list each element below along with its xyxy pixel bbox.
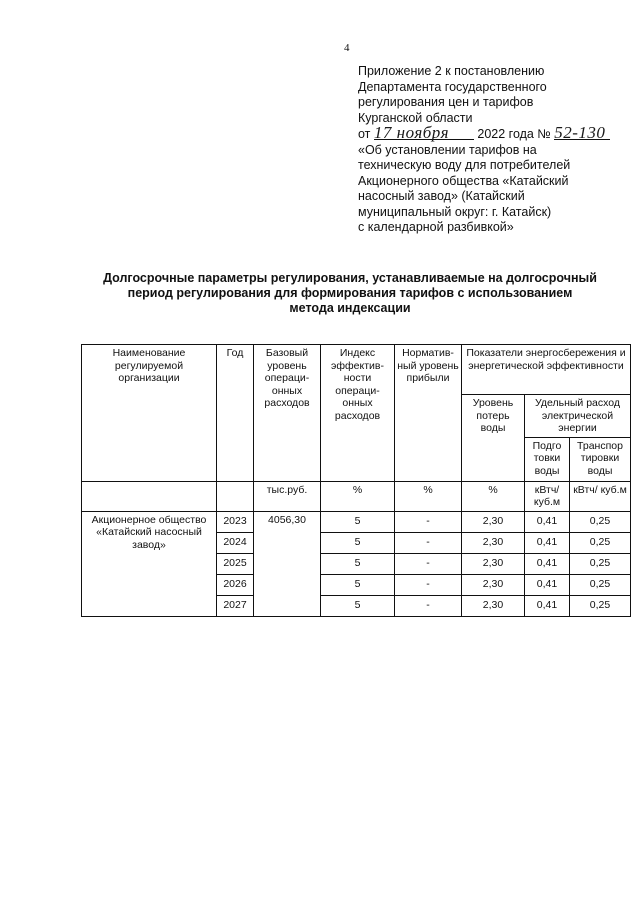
year-text: 2022 года №	[477, 127, 551, 141]
header-year: Год	[217, 345, 254, 482]
loss-cell: 2,30	[462, 574, 525, 595]
appendix-subject-line: «Об установлении тарифов на	[358, 142, 537, 157]
unit-base: тыс.руб.	[254, 481, 321, 511]
header-loss: Уровень потерь воды	[462, 395, 525, 482]
index-cell: 5	[321, 553, 395, 574]
index-cell: 5	[321, 574, 395, 595]
document-title	[60, 271, 640, 316]
unit-loss: %	[462, 481, 525, 511]
appendix-subject-line: техническую воду для потребителей	[358, 158, 571, 172]
title-line: метода индексации	[289, 301, 411, 315]
norm-cell: -	[395, 574, 462, 595]
index-cell: 5	[321, 511, 395, 532]
year-cell: 2026	[217, 574, 254, 595]
loss-cell: 2,30	[462, 532, 525, 553]
appendix-line: Курганской области	[358, 110, 473, 125]
unit-norm: %	[395, 481, 462, 511]
prep-cell: 0,41	[525, 553, 570, 574]
trans-cell: 0,25	[570, 595, 631, 616]
header-org: Наименование регулируемой организации	[82, 345, 217, 482]
trans-cell: 0,25	[570, 511, 631, 532]
unit-index: %	[321, 481, 395, 511]
base-value: 4056,30	[254, 511, 321, 616]
unit-empty	[82, 481, 217, 511]
handwritten-date: 17 ноября	[374, 126, 474, 140]
page-number: 4	[344, 42, 350, 54]
table-row	[82, 511, 631, 532]
unit-empty	[217, 481, 254, 511]
header-base: Базовый уровень операци-онных расходов	[254, 345, 321, 482]
header-index: Индекс эффектив-ности операци-онных расходов	[321, 345, 395, 482]
appendix-date-line	[358, 123, 628, 143]
norm-cell: -	[395, 511, 462, 532]
year-cell: 2024	[217, 532, 254, 553]
title-line: период регулирования для формирования тарифов с использованием	[127, 286, 573, 300]
header-norm: Норматив-ный уровень прибыли	[395, 345, 462, 482]
appendix-subject-line: Акционерного общества «Катайский	[358, 173, 569, 188]
header-trans: Транспор тировки воды	[570, 437, 631, 481]
prep-cell: 0,41	[525, 532, 570, 553]
year-cell: 2023	[217, 511, 254, 532]
index-cell: 5	[321, 532, 395, 553]
norm-cell: -	[395, 553, 462, 574]
trans-cell: 0,25	[570, 574, 631, 595]
index-cell: 5	[321, 595, 395, 616]
prep-cell: 0,41	[525, 595, 570, 616]
loss-cell: 2,30	[462, 511, 525, 532]
norm-cell: -	[395, 532, 462, 553]
prep-cell: 0,41	[525, 574, 570, 595]
handwritten-number: 52-130	[554, 126, 610, 140]
date-prefix: от	[358, 127, 371, 141]
parameters-table	[81, 344, 631, 617]
unit-prep: кВтч/ куб.м	[525, 481, 570, 511]
norm-cell: -	[395, 595, 462, 616]
organization-name: Акционерное общество «Катайский насосный завод»	[82, 511, 217, 616]
header-specific: Удельный расход электрической энергии	[525, 395, 631, 438]
appendix-subject-line: насосный завод» (Катайский	[358, 189, 525, 203]
appendix-block	[358, 64, 628, 236]
header-prep: Подго товки воды	[525, 437, 570, 481]
appendix-line: Приложение 2 к постановлению	[358, 64, 545, 78]
appendix-line: регулирования цен и тарифов	[358, 95, 534, 109]
trans-cell: 0,25	[570, 553, 631, 574]
loss-cell: 2,30	[462, 595, 525, 616]
appendix-line: Департамента государственного	[358, 79, 547, 94]
appendix-subject-line: с календарной разбивкой»	[358, 220, 514, 234]
appendix-subject-line: муниципальный округ: г. Катайск)	[358, 204, 552, 219]
units-row	[82, 481, 631, 511]
prep-cell: 0,41	[525, 511, 570, 532]
loss-cell: 2,30	[462, 553, 525, 574]
year-cell: 2025	[217, 553, 254, 574]
unit-trans: кВтч/ куб.м	[570, 481, 631, 511]
header-energy: Показатели энергосбережения и энергетической эффективности	[462, 345, 631, 395]
title-line: Долгосрочные параметры регулирования, устанавливаемые на долгосрочный	[103, 271, 597, 285]
trans-cell: 0,25	[570, 532, 631, 553]
year-cell: 2027	[217, 595, 254, 616]
